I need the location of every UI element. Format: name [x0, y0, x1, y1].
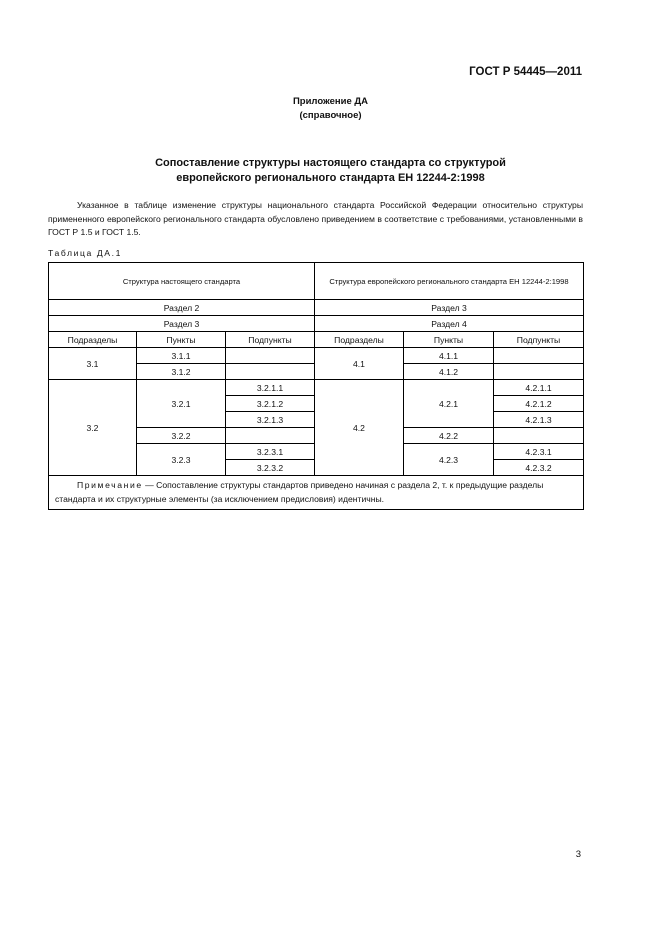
col-right-subsections: Подразделы [315, 332, 404, 348]
cell: 4.2.3.1 [494, 444, 584, 460]
cell: 4.2.1.3 [494, 412, 584, 428]
left-razdel-b: Раздел 3 [49, 316, 315, 332]
cell-empty [226, 364, 315, 380]
cell-empty [494, 348, 584, 364]
right-razdel-a: Раздел 3 [315, 300, 584, 316]
appendix-name: Приложение ДА [292, 96, 369, 107]
column-header-row [49, 332, 584, 348]
header-left: Структура настоящего стандарта [49, 263, 315, 300]
header-right: Структура европейского регионального стандарта ЕН 12244-2:1998 [315, 263, 584, 300]
cell: 4.2.1.2 [494, 396, 584, 412]
table-row [49, 380, 584, 396]
cell: 3.2.1.1 [226, 380, 315, 396]
table-caption: Таблица ДА.1 [48, 248, 123, 258]
cell: 4.1.2 [404, 364, 494, 380]
table-row [49, 300, 584, 316]
table-row [49, 348, 584, 364]
note-text: — Сопоставление структуры стандартов приведено начиная с раздела 2, т. к предыдущие разделы стандарта и их структурные элементы (за исключением предисловия) идентичны. [55, 480, 544, 504]
intro-paragraph: Указанное в таблице изменение структуры национального стандарта Российской Федерации относительно структуры примененного европейского регионального стандарта обусловлено приведением в соответствие с требованиями, установленными в ГОСТ Р 1.5 и ГОСТ 1.5. [48, 200, 583, 238]
col-right-subitems: Подпункты [494, 332, 584, 348]
cell: 4.1.1 [404, 348, 494, 364]
comparison-table [48, 262, 584, 510]
cell: 4.2.3.2 [494, 460, 584, 476]
right-razdel-b: Раздел 4 [315, 316, 584, 332]
table-note [49, 476, 584, 510]
document-code: ГОСТ Р 54445—2011 [469, 66, 582, 78]
cell: 3.2.1.3 [226, 412, 315, 428]
cell: 3.2.1.2 [226, 396, 315, 412]
page-number: 3 [575, 849, 581, 860]
cell: 4.1 [315, 348, 404, 380]
cell: 4.2.1.1 [494, 380, 584, 396]
cell: 3.2 [49, 380, 137, 476]
cell: 3.2.3 [137, 444, 226, 476]
cell: 3.2.3.1 [226, 444, 315, 460]
title-line-1: Сопоставление структуры настоящего стандарта со структурой [155, 157, 506, 169]
table-header-row [49, 263, 584, 300]
cell: 3.1.1 [137, 348, 226, 364]
cell: 3.2.1 [137, 380, 226, 428]
cell-empty [494, 428, 584, 444]
left-razdel-a: Раздел 2 [49, 300, 315, 316]
appendix-heading [0, 95, 661, 123]
col-right-items: Пункты [404, 332, 494, 348]
page-title [0, 156, 661, 186]
cell: 4.2.3 [404, 444, 494, 476]
cell: 3.1.2 [137, 364, 226, 380]
cell: 3.2.3.2 [226, 460, 315, 476]
col-left-subitems: Подпункты [226, 332, 315, 348]
note-row [49, 476, 584, 510]
cell: 3.2.2 [137, 428, 226, 444]
cell-empty [494, 364, 584, 380]
cell-empty [226, 428, 315, 444]
cell: 4.2.2 [404, 428, 494, 444]
appendix-kind: (справочное) [299, 110, 362, 121]
cell-empty [226, 348, 315, 364]
cell: 4.2.1 [404, 380, 494, 428]
col-left-subsections: Подразделы [49, 332, 137, 348]
cell: 4.2 [315, 380, 404, 476]
col-left-items: Пункты [137, 332, 226, 348]
note-label: Примечание [77, 480, 143, 490]
title-line-2: европейского регионального стандарта ЕН 12244-2:1998 [176, 172, 485, 184]
cell: 3.1 [49, 348, 137, 380]
table-row [49, 316, 584, 332]
